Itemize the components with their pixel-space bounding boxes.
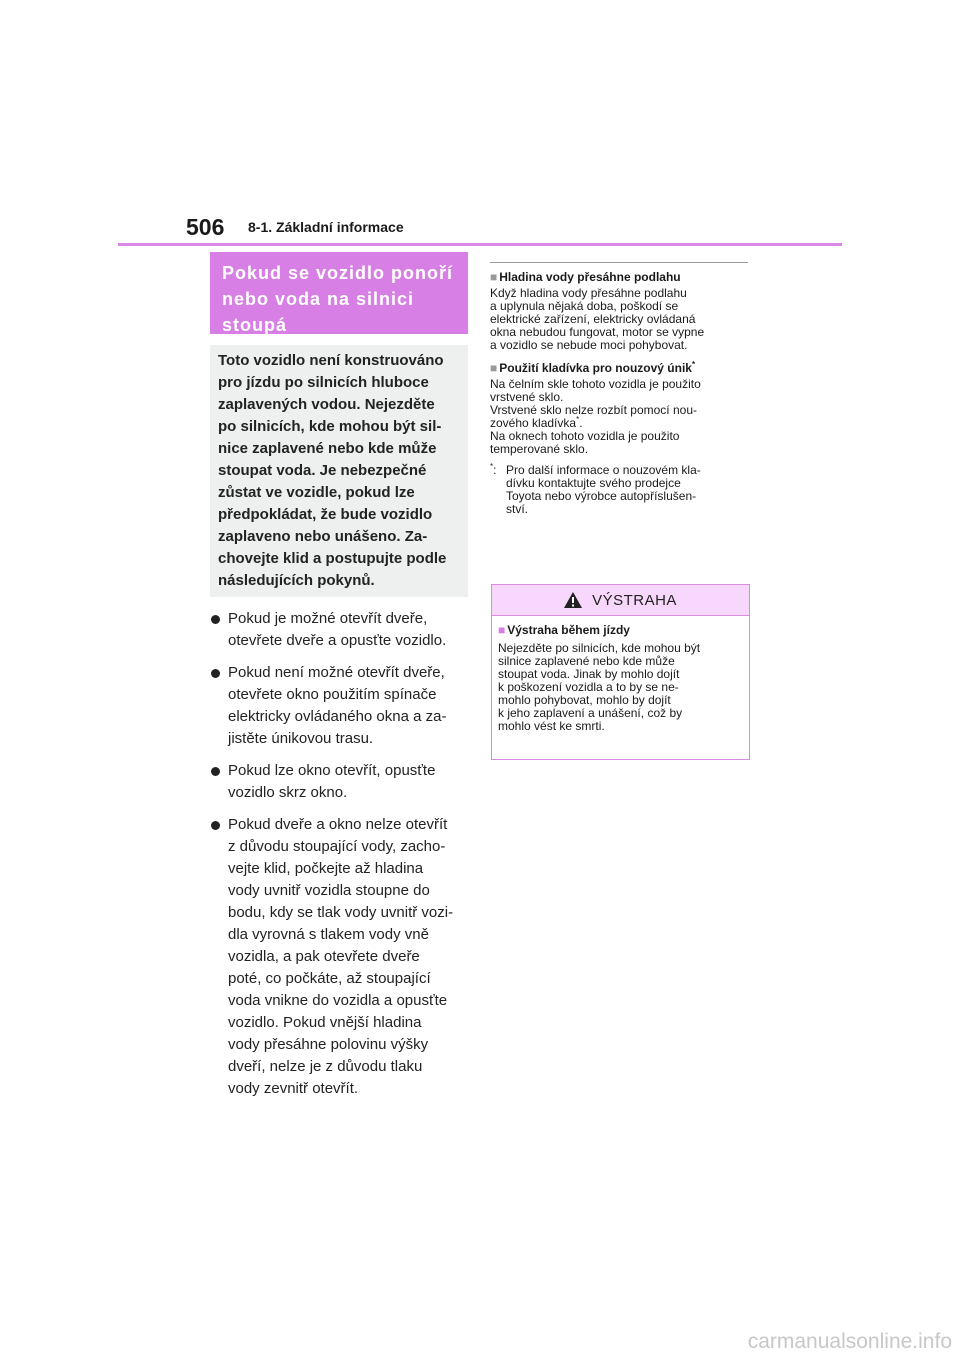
list-item <box>208 608 470 652</box>
subsection-title-emergency-hammer: ■ Použití kladívka pro nouzový únik* <box>490 360 696 375</box>
list-item-line: z důvodu stoupající vody, zacho- <box>228 838 446 855</box>
section-title: 8-1. Základní informace <box>248 219 404 235</box>
instruction-list <box>208 598 470 1100</box>
square-bullet-icon: ■ <box>490 361 498 375</box>
header-divider <box>118 243 842 246</box>
bullet-dot-icon <box>211 821 220 830</box>
list-item-line: voda vnikne do vozidla a opusťte <box>228 992 448 1009</box>
intro-line: zaplavených vodou. Nejezděte <box>218 396 435 413</box>
warning-title: VÝSTRAHA <box>592 591 677 609</box>
list-item-line: bodu, kdy se tlak vody uvnitř vozi- <box>228 904 454 921</box>
footnote: *: Pro další informace o nouzovém kla- dívku kontaktujte svého prodejce Toyota nebo výrobce autopříslušen- ství. <box>490 462 701 516</box>
list-item-line: dveří, nelze je z důvodu tlaku <box>228 1058 423 1075</box>
right-column <box>490 262 750 516</box>
square-bullet-icon: ■ <box>490 270 498 284</box>
list-item <box>208 760 470 804</box>
list-item-line: jistěte únikovou trasu. <box>228 730 374 747</box>
intro-line: chovejte klid a postupujte podle <box>218 550 447 567</box>
warning-triangle-icon <box>564 592 582 608</box>
warning-text: Nejezděte po silnicích, kde mohou být silnice zaplavené nebo kde může stoupat voda. Jinak by mohlo dojít k poškození vozidla a to by se ne- mohlo pohybovat, mohlo by dojít k jeho zaplavení a unášení, což by mohlo vést ke smrti. <box>498 641 701 733</box>
warning-body <box>492 616 749 733</box>
list-item-line: Pokud dveře a okno nelze otevřít <box>228 816 448 833</box>
list-item-line: elektricky ovládaného okna a za- <box>228 708 447 725</box>
bullet-dot-icon <box>211 615 220 624</box>
subsection-text-emergency-hammer: Na čelním skle tohoto vozidla je použito vrstvené sklo. Vrstvené sklo nelze rozbít pomocí nou- zového kladívka*. Na oknech tohoto vozidla je použito temperované sklo. <box>490 377 701 456</box>
bullet-dot-icon <box>211 767 220 776</box>
list-item-line: poté, co počkáte, až stoupající <box>228 970 431 987</box>
heading-line: nebo voda na silnici <box>222 289 415 309</box>
intro-line: zůstat ve vozidle, pokud lze <box>218 484 415 501</box>
list-item-line: otevřete dveře a opusťte vozidlo. <box>228 632 447 649</box>
list-item-line: Pokud lze okno otevřít, opusťte <box>228 762 436 779</box>
intro-box <box>210 345 468 597</box>
list-item-line: vozidlo skrz okno. <box>228 784 348 801</box>
heading-line: stoupá <box>222 315 288 335</box>
warning-subtitle: ■ Výstraha během jízdy <box>498 623 630 637</box>
list-item-line: vozidla, a pak otevřete dveře <box>228 948 420 965</box>
footnote-marker: * <box>576 415 580 424</box>
list-item-line: vody přesáhne polovinu výšky <box>228 1036 429 1053</box>
bullet-dot-icon <box>211 669 220 678</box>
list-item-line: Pokud není možné otevřít dveře, <box>228 664 445 681</box>
intro-line: pro jízdu po silnicích hluboce <box>218 374 429 391</box>
warning-box <box>491 584 750 760</box>
list-item-line: vody uvnitř vozidla stoupne do <box>228 882 430 899</box>
section-heading-box <box>210 252 468 334</box>
intro-line: následujících pokynů. <box>218 572 375 589</box>
list-item <box>208 662 470 750</box>
list-item-line: Pokud je možné otevřít dveře, <box>228 610 428 627</box>
square-bullet-icon: ■ <box>498 623 506 637</box>
subsection-title-water-level: ■ Hladina vody přesáhne podlahu <box>490 270 681 284</box>
intro-line: předpokládat, že bude vozidlo <box>218 506 433 523</box>
intro-line: po silnicích, kde mohou být sil- <box>218 418 442 435</box>
footnote-marker: * <box>691 360 696 369</box>
list-item-line: vozidlo. Pokud vnější hladina <box>228 1014 422 1031</box>
intro-line: stoupat voda. Je nebezpečné <box>218 462 427 479</box>
heading-line: Pokud se vozidlo ponoří <box>222 263 454 283</box>
list-item-line: vejte klid, počkejte až hladina <box>228 860 424 877</box>
list-item-line: vody zevnitř otevřít. <box>228 1080 359 1097</box>
list-item-line: otevřete okno použitím spínače <box>228 686 437 703</box>
list-item <box>208 814 470 1100</box>
watermark-text: carmanualsonline.info <box>747 1330 952 1353</box>
list-item-line: dla vyrovná s tlakem vody vně <box>228 926 429 943</box>
subsection-text-water-level: Když hladina vody přesáhne podlahu a uplynula nějaká doba, poškodí se elektrické zařízení, elektricky ovládaná okna nebudou fungovat, motor se vypne a vozidlo se nebude moci pohybovat. <box>490 286 705 352</box>
column-divider <box>490 262 748 263</box>
page-number: 506 <box>186 214 225 240</box>
intro-line: Toto vozidlo není konstruováno <box>218 352 444 369</box>
intro-line: nice zaplavené nebo kde může <box>218 440 437 457</box>
warning-header <box>492 585 749 616</box>
intro-line: zaplaveno nebo unášeno. Za- <box>218 528 428 545</box>
